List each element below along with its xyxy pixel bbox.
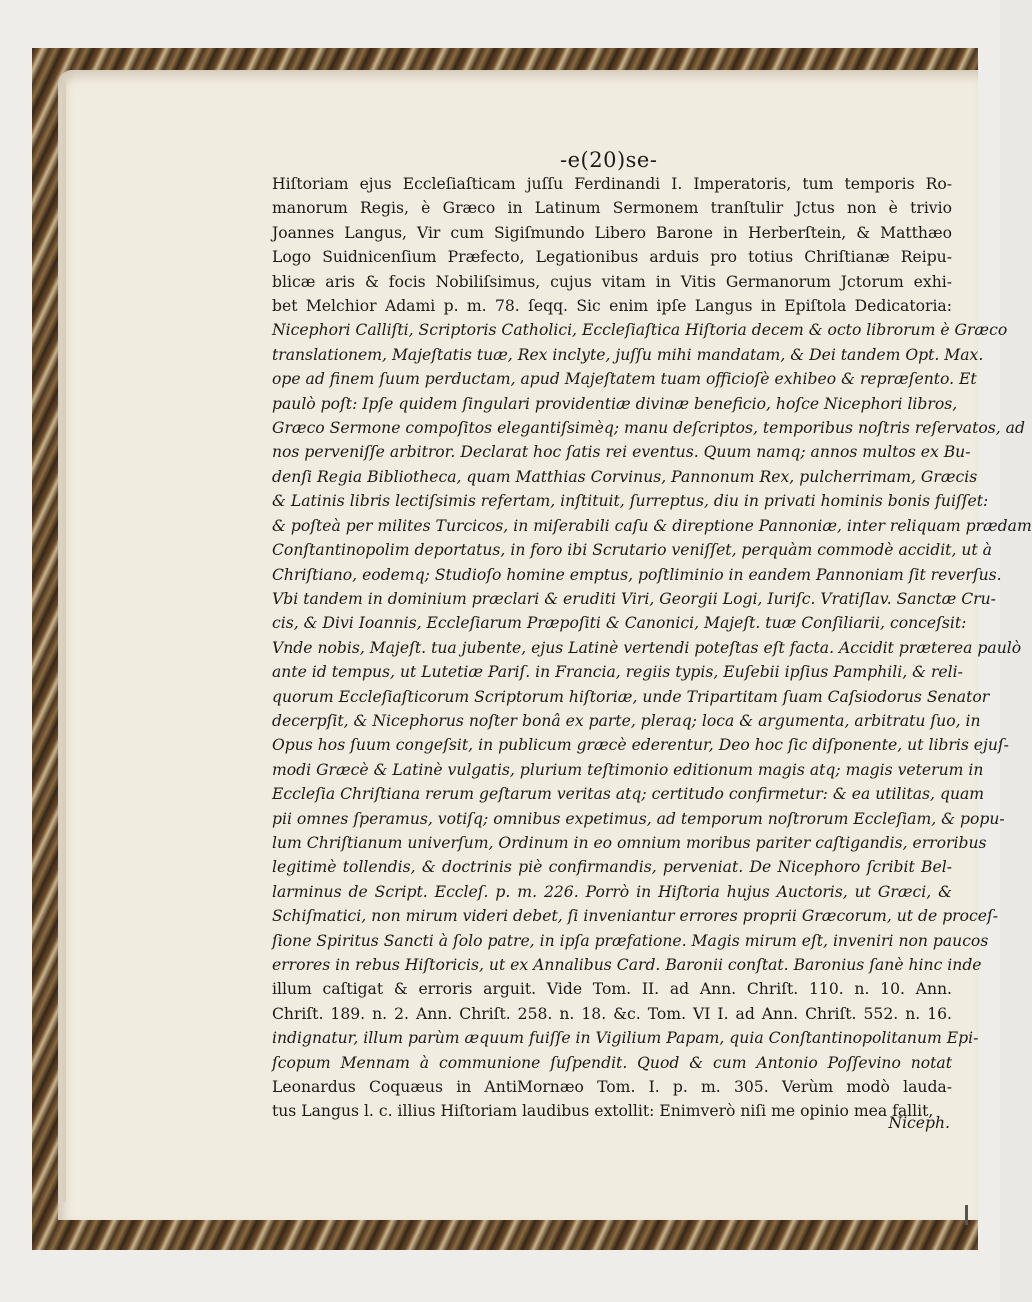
text-line: pii omnes ſperamus, votiſq; omnibus expetimus, ad temporum noſtrorum Eccleſiam, & popu- bbox=[272, 809, 1005, 828]
page-number-header: -e(20)se- bbox=[560, 148, 658, 172]
text-line: Hiſtoriam ejus Eccleſiaſticam juſſu Ferdinandi I. Imperatoris, tum temporis Ro- bbox=[272, 175, 952, 193]
text-line: Logo Suidnicenſium Præfecto, Legationibus arduis pro totius Chriſtianæ Reipu- bbox=[272, 248, 952, 267]
text-line: legitimè tollendis, & doctrinis piè confirmandis, perveniat. De Nicephoro ſcribit Bel- bbox=[272, 858, 952, 877]
text-line: Chriſt. 189. n. 2. Ann. Chriſt. 258. n. 18. &c. Tom. VI I. ad Ann. Chriſt. 552. n. 16. bbox=[272, 1004, 952, 1023]
text-line: Conſtantinopolim deportatus, in foro ibi Scrutario veniſſet, perquàm commodè accidit, ut à bbox=[272, 541, 992, 560]
text-line: Vbi tandem in dominium præclari & eruditi Viri, Georgii Logi, Iuriſc. Vratiſlav. Sanctæ Cru- bbox=[272, 589, 996, 608]
text-line: bet Melchior Adami p. m. 78. ſeqq. Sic enim ipſe Langus in Epiſtola Dedicatoria: bbox=[272, 297, 952, 316]
page-gutter bbox=[62, 82, 66, 1202]
text-line: translationem, Majeſtatis tuæ, Rex inclyte, juſſu mihi mandatam, & Dei tandem Opt. Max. bbox=[272, 345, 984, 364]
text-line: larminus de Script. Eccleſ. p. m. 226. Porrò in Hiſtoria hujus Auctoris, ut Græci, & bbox=[272, 882, 952, 901]
text-line: Schiſmatici, non mirum videri debet, ſi inveniantur errores proprii Græcorum, ut de proceſ- bbox=[272, 907, 999, 926]
text-line: ante id tempus, ut Lutetiæ Pariſ. in Francia, regiis typis, Euſebii ipſius Pamphili, & reli- bbox=[272, 663, 963, 682]
text-line: ſcopum Mennam à communione ſuſpendit. Quod & cum Antonio Poſſevino notat bbox=[272, 1053, 952, 1072]
text-line: Græco Sermone compoſitos elegantiſsimèq; manu deſcriptos, temporibus noſtris reſervatos, ad bbox=[272, 419, 1025, 438]
text-line: & Latinis libris lectiſsimis refertam, inſtituit, ſurreptus, diu in privati hominis bonis fuiſſet: bbox=[272, 492, 989, 511]
text-line: Vnde nobis, Majeſt. tua jubente, ejus Latinè vertendi poteſtas eſt facta. Accidit præterea paulò bbox=[272, 638, 1022, 657]
text-line: quorum Eccleſiaſticorum Scriptorum hiſtoriæ, unde Tripartitam ſuam Caſsiodorus Senator bbox=[272, 687, 990, 706]
text-line: lum Chriſtianum univerſum, Ordinum in eo omnium moribus pariter caſtigandis, erroribus bbox=[272, 833, 987, 852]
text-line: Leonardus Coquæus in AntiMornæo Tom. I. p. m. 305. Verùm modò lauda- bbox=[272, 1078, 952, 1097]
text-line: Joannes Langus, Vir cum Sigiſmundo Libero Barone in Herberſtein, & Matthæo bbox=[272, 223, 952, 242]
text-line: indignatur, illum parùm æquum fuiſſe in Vigilium Papam, quia Conſtantinopolitanum Epi- bbox=[272, 1029, 979, 1048]
text-line: Opus hos ſuum congeſsit, in publicum græcè ederentur, Deo hoc ſic diſponente, ut libris ejuſ- bbox=[272, 736, 1009, 755]
text-line: denſi Regia Bibliotheca, quam Matthias Corvinus, Pannonum Rex, pulcherrimam, Græcis bbox=[272, 467, 978, 486]
text-line: tus Langus l. c. illius Hiſtoriam laudibus extollit: Enimverò niſi me opinio mea fallit, bbox=[272, 1102, 934, 1121]
text-line: cis, & Divi Ioannis, Eccleſiarum Præpoſiti & Canonici, Majeſt. tuæ Conſiliarii, conceſsit: bbox=[272, 614, 967, 633]
text-line: Eccleſia Chriſtiana rerum geſtarum veritas atq; certitudo confirmetur: & ea utilitas, quam bbox=[272, 785, 985, 804]
body-text bbox=[272, 172, 1032, 1124]
text-line: ope ad finem ſuum perductam, apud Majeſtatem tuam officioſè exhibeo & repræſento. Et bbox=[272, 370, 977, 389]
text-line: paulò poſt: Ipſe quidem ſingulari providentiæ divinæ beneficio, hoſce Nicephori libros, bbox=[272, 394, 958, 413]
text-line: modi Græcè & Latinè vulgatis, plurium teſtimonio editionum magis atq; magis veterum in bbox=[272, 760, 984, 779]
text-line: blicæ aris & focis Nobiliſsimus, cujus vitam in Vitis Germanorum Jctorum exhi- bbox=[272, 272, 952, 291]
text-line: Chriſtiano, eodemq; Studioſo homine emptus, poſtliminio in eandem Pannoniam ſit reverſus. bbox=[272, 565, 1002, 584]
text-line: & poſteà per milites Turcicos, in miſerabili caſu & direptione Pannoniæ, inter reliquam prædam bbox=[272, 516, 1032, 535]
text-line: ſione Spiritus Sancti à ſolo patre, in ipſa præfatione. Magis mirum eſt, inveniri non paucos bbox=[272, 931, 989, 950]
catchword: Niceph. bbox=[888, 1114, 950, 1132]
text-line: Nicephori Calliſti, Scriptoris Catholici, Eccleſiaſtica Hiſtoria decem & octo librorum è Græco bbox=[272, 321, 1008, 340]
text-line: nos perveniſſe arbitror. Declarat hoc ſatis rei eventus. Quum namq; annos multos ex Bu- bbox=[272, 443, 971, 462]
text-line: manorum Regis, è Græco in Latinum Sermonem tranſtulir Jctus non è trivio bbox=[272, 199, 952, 218]
margin-mark bbox=[965, 1205, 968, 1225]
text-line: errores in rebus Hiſtoricis, ut ex Annalibus Card. Baronii conſtat. Baronius ſanè hinc inde bbox=[272, 956, 982, 974]
text-line: decerpſit, & Nicephorus noſter bonâ ex parte, pleraq; loca & argumenta, arbitratu ſuo, in bbox=[272, 711, 981, 730]
text-line: illum caſtigat & erroris arguit. Vide Tom. II. ad Ann. Chriſt. 110. n. 10. Ann. bbox=[272, 980, 952, 999]
